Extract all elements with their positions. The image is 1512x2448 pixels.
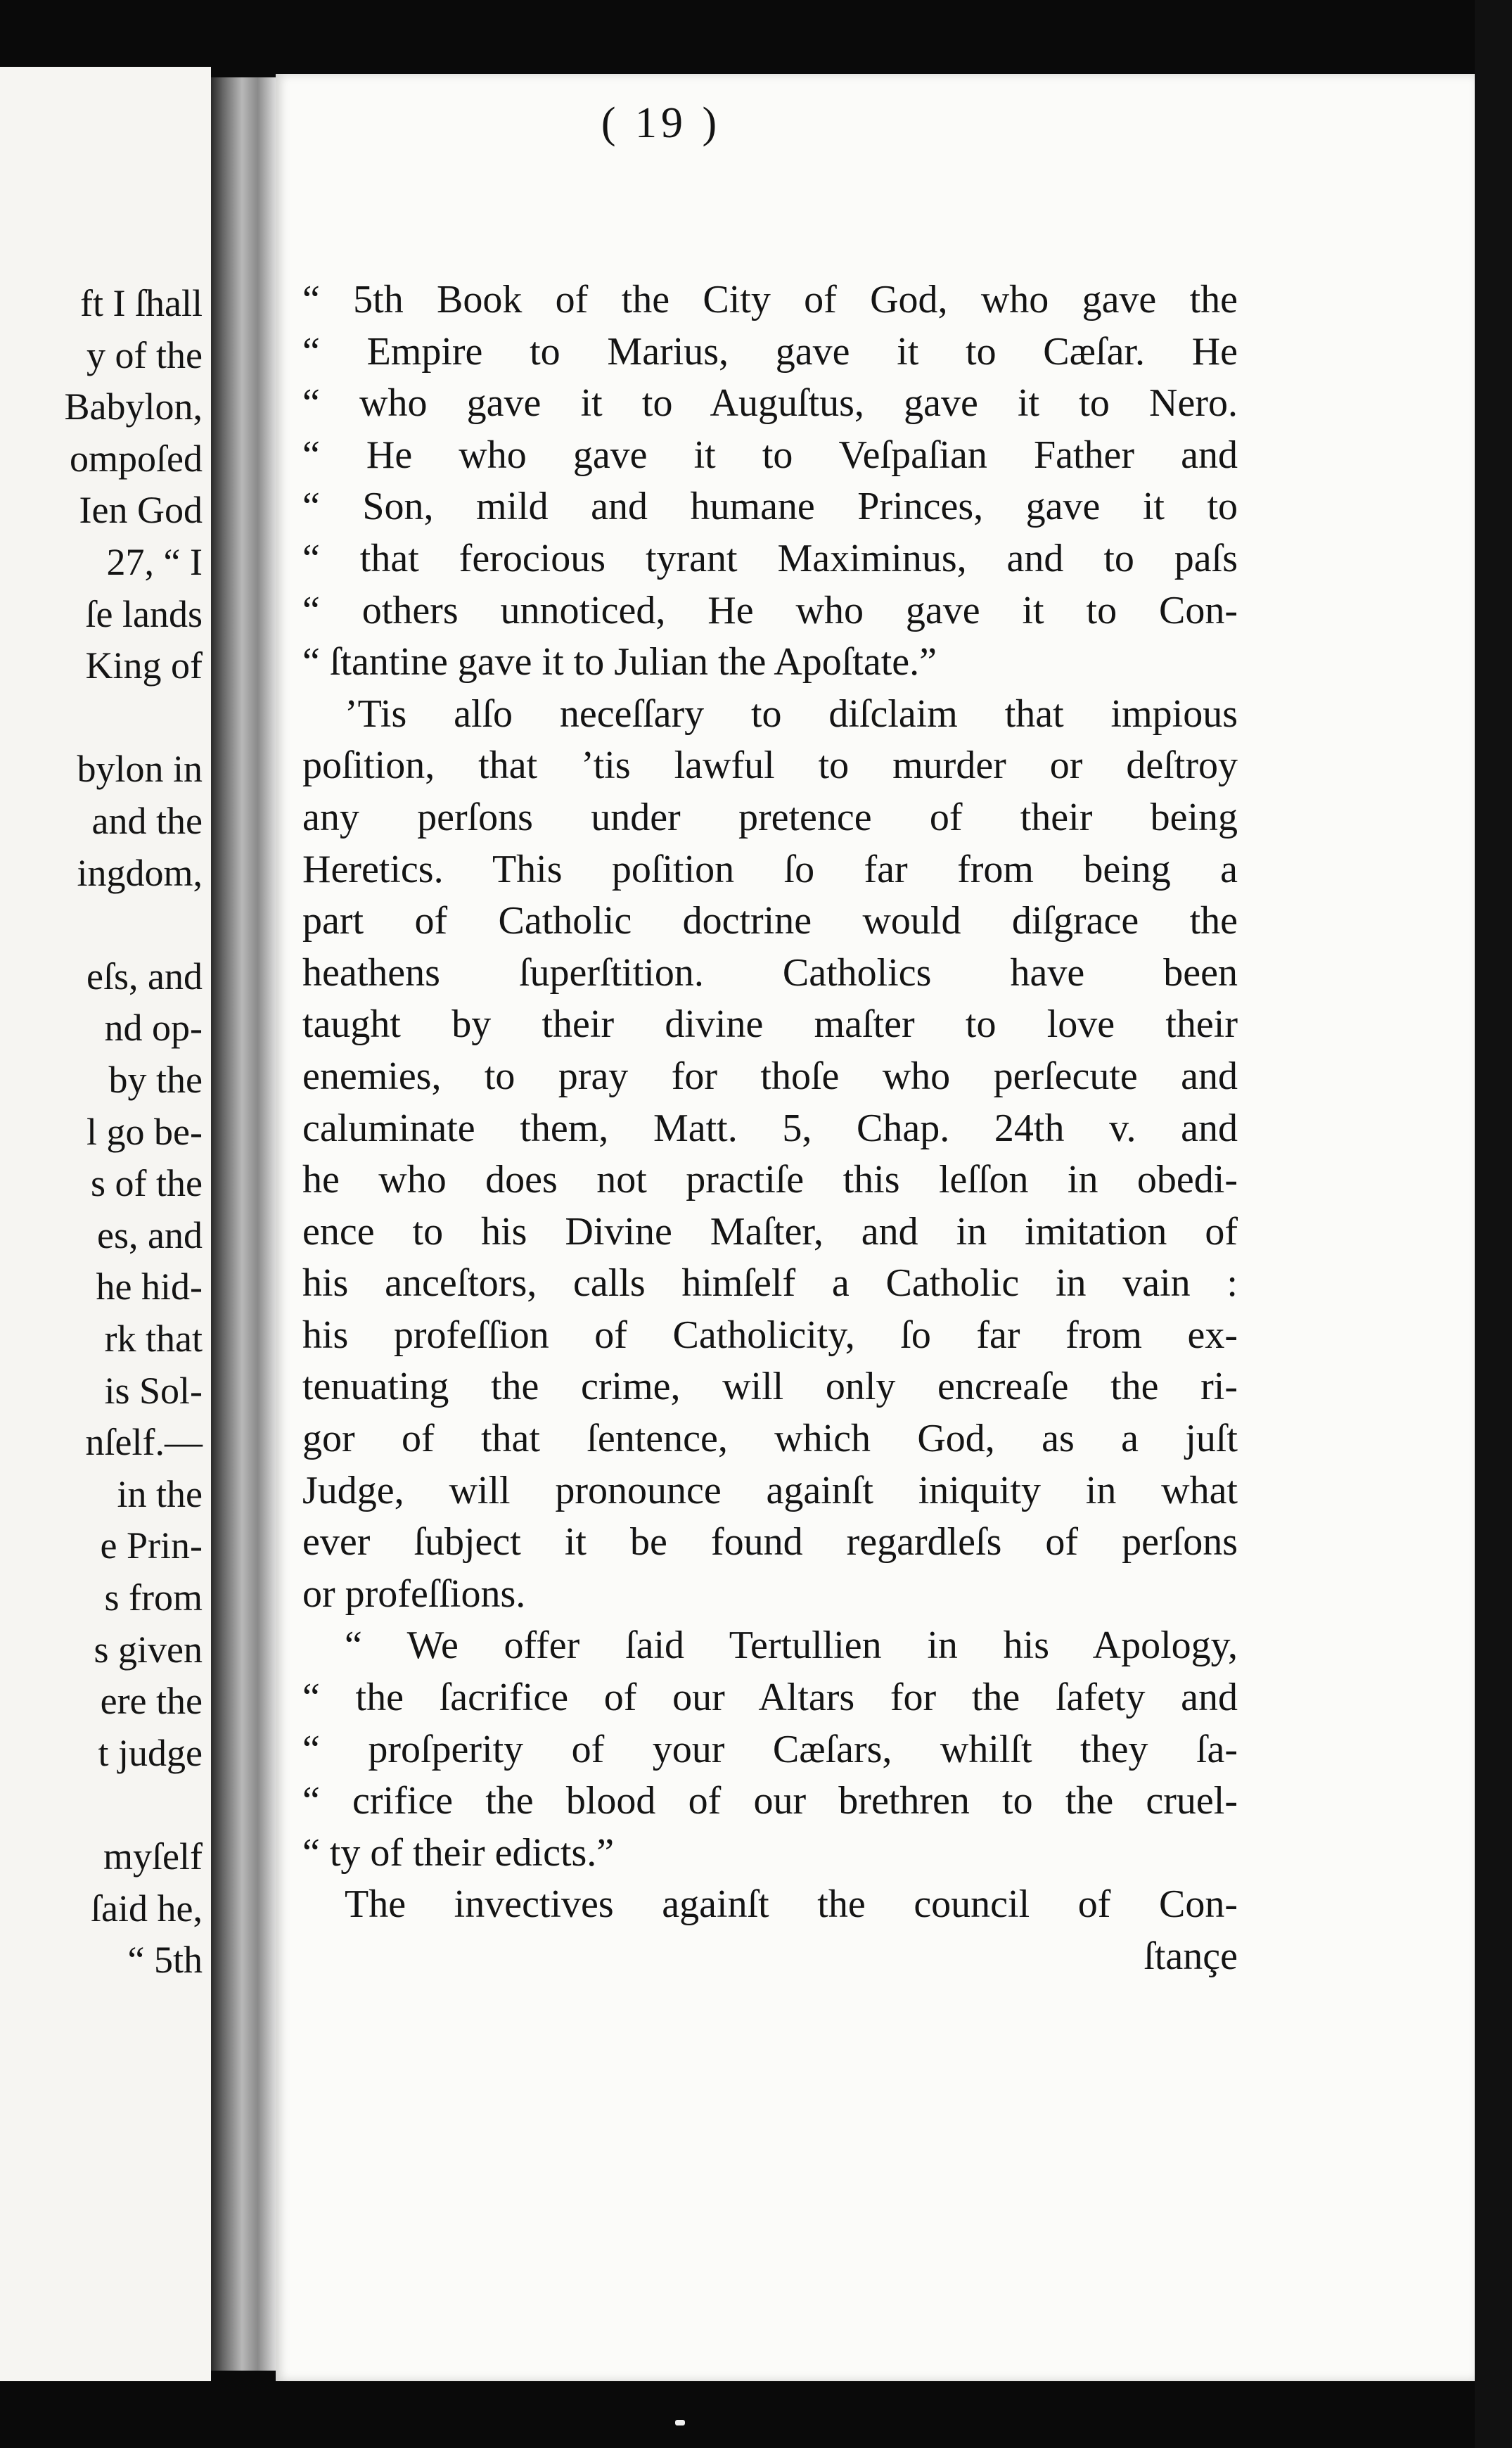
text-line: “ the ſacrifice of our Altars for the ſafety and — [302, 1676, 1238, 1720]
facing-page-line: l go be- — [87, 1110, 203, 1153]
facing-page-line: ompoſed — [70, 437, 203, 480]
text-line: “ that ferocious tyrant Maximinus, and to paſs — [302, 536, 1238, 580]
text-line: Heretics. This poſition ſo far from being a — [302, 847, 1238, 891]
text-line: his profeſſion of Catholicity, ſo far from ex- — [302, 1313, 1238, 1357]
text-line: “ 5th Book of the City of God, who gave the — [302, 278, 1238, 321]
facing-page-line: 27, “ I — [106, 541, 203, 583]
text-line: “ ty of their edicts.” — [302, 1830, 615, 1875]
body-text — [302, 274, 1238, 1983]
book-gutter — [211, 77, 276, 2371]
text-line: tenuating the crime, will only encreaſe the ri- — [302, 1365, 1238, 1409]
text-line: Judge, will pronounce againſt iniquity in what — [302, 1468, 1238, 1512]
text-line: his anceſtors, calls himſelf a Catholic in vain : — [302, 1261, 1238, 1306]
text-line: or profeſſions. — [302, 1572, 526, 1616]
scan-mark — [675, 2420, 685, 2425]
facing-page-line: ingdom, — [77, 851, 203, 894]
facing-page-line: rk that — [104, 1318, 203, 1360]
facing-page-line: s of the — [91, 1162, 203, 1205]
text-line: “ who gave it to Auguſtus, gave it to Nero. — [302, 381, 1238, 426]
facing-page-line: Ien God — [79, 489, 203, 532]
facing-page-line: “ 5th — [127, 1939, 203, 1982]
facing-page-line: t judge — [98, 1731, 203, 1774]
facing-page-line: s given — [94, 1628, 203, 1671]
text-line: he who does not practiſe this leſſon in obedi- — [302, 1158, 1238, 1202]
facing-page-line: nſelf.— — [85, 1421, 203, 1464]
text-line: taught by their divine maſter to love their — [302, 1002, 1238, 1047]
text-line: The invectives againſt the council of Con- — [345, 1882, 1238, 1927]
text-line: any perſons under pretence of their being — [302, 795, 1238, 839]
facing-page-fragment — [0, 67, 211, 2381]
facing-page-line: ſaid he, — [91, 1887, 203, 1930]
text-line: “ Son, mild and humane Princes, gave it to — [302, 485, 1238, 529]
text-line: ’Tis alſo neceſſary to diſclaim that impious — [345, 691, 1238, 736]
facing-page-line: e Prin- — [100, 1524, 203, 1567]
facing-page-line: ſe lands — [85, 592, 203, 635]
text-line: gor of that ſentence, which God, as a juſt — [302, 1417, 1238, 1461]
text-line: “ We offer ſaid Tertullien in his Apology, — [345, 1624, 1238, 1668]
text-line: “ He who gave it to Veſpaſian Father and — [302, 433, 1238, 477]
facing-page-line: and the — [91, 800, 203, 842]
scan-border — [1475, 0, 1512, 2448]
facing-page-line: es, and — [97, 1213, 203, 1256]
text-line: ence to his Divine Maſter, and in imitation of — [302, 1209, 1238, 1254]
facing-page-line: in the — [117, 1472, 203, 1515]
text-line: poſition, that ’tis lawful to murder or deſtroy — [302, 744, 1238, 788]
facing-page-line: Babylon, — [64, 385, 203, 428]
facing-page-line: by the — [108, 1059, 203, 1101]
facing-page-line: s from — [104, 1576, 203, 1619]
text-line: “ proſperity of your Cæſars, whilſt they ſa- — [302, 1727, 1238, 1771]
text-line: “ ſtantine gave it to Julian the Apoſtate.” — [302, 640, 937, 684]
facing-page-line: ft I ſhall — [80, 282, 203, 324]
text-line: caluminate them, Matt. 5, Chap. 24th v. and — [302, 1106, 1238, 1150]
text-line: “ Empire to Marius, gave it to Cæſar. He — [302, 329, 1238, 374]
facing-page-line: he hid- — [96, 1266, 203, 1308]
text-line: heathens ſuperſtition. Catholics have been — [302, 950, 1238, 995]
page-number: ( 19 ) — [601, 99, 722, 147]
text-line: part of Catholic doctrine would diſgrace the — [302, 899, 1238, 943]
text-line: ever ſubject it be found regardleſs of perſons — [302, 1520, 1238, 1564]
facing-page-line: myſelf — [103, 1835, 203, 1878]
text-line: “ crifice the blood of our brethren to the cruel- — [302, 1779, 1238, 1823]
facing-page-line: y of the — [87, 333, 203, 376]
catchword: ſtançe — [1143, 1934, 1238, 1978]
text-line: enemies, to pray for thoſe who perſecute and — [302, 1054, 1238, 1098]
facing-page-line: nd op- — [104, 1007, 203, 1050]
facing-page-line: eſs, and — [87, 955, 203, 997]
facing-page-line: ere the — [100, 1680, 203, 1723]
facing-page-line: King of — [85, 644, 203, 687]
facing-page-line: bylon in — [77, 748, 203, 791]
text-line: “ others unnoticed, He who gave it to Con- — [302, 588, 1238, 632]
facing-page-line: is Sol- — [104, 1369, 203, 1412]
